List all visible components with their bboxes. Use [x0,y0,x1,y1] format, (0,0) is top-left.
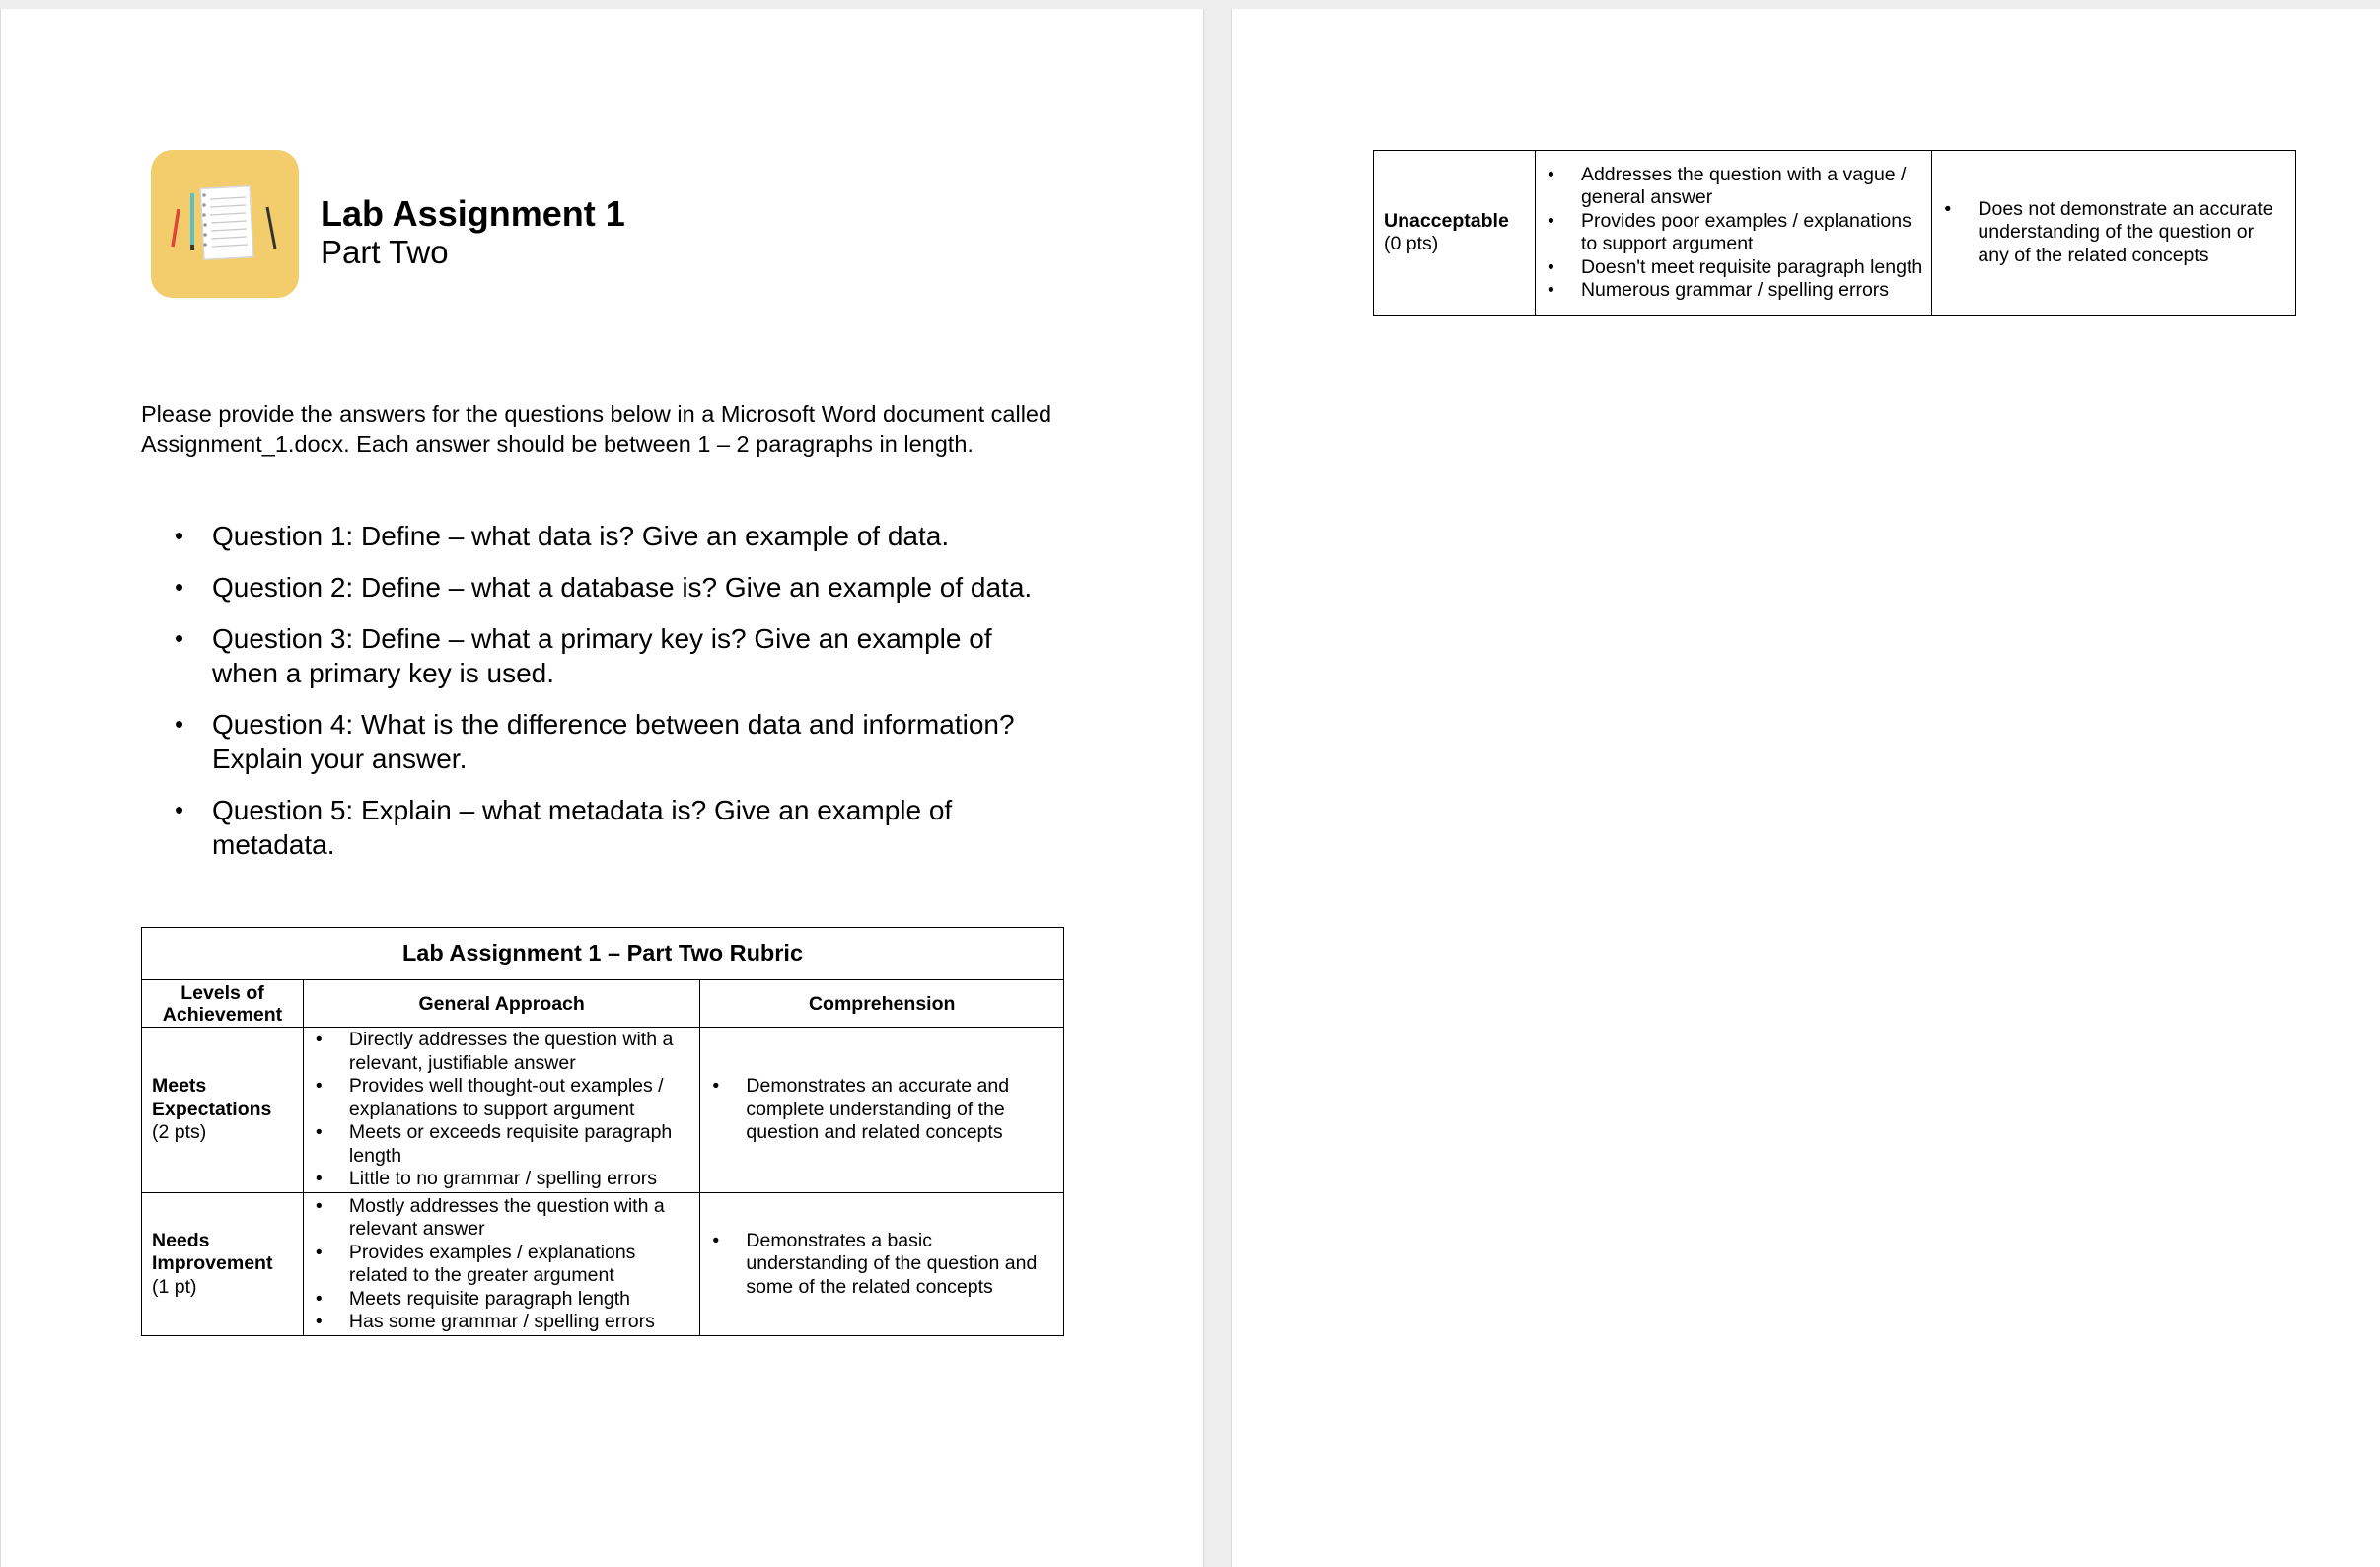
question-list [169,519,1056,879]
criterion-item: • Mostly addresses the question with a relevant answer [304,1195,691,1242]
approach-cell [303,1193,699,1336]
criterion-item: • Doesn't meet requisite paragraph length [1536,256,1923,280]
document-page-2 [1231,9,2380,1567]
comprehension-cell [700,1193,1064,1336]
level-points: (1 pt) [152,1275,197,1298]
comprehension-cell [1932,151,2296,316]
column-header-approach: General Approach [303,980,699,1028]
level-cell [1374,151,1536,316]
question-item: • Question 1: Define – what data is? Give an example of data. [169,519,1056,553]
criterion-item: • Little to no grammar / spelling errors [304,1168,691,1191]
column-header-comprehension: Comprehension [700,980,1064,1028]
question-item: • Question 4: What is the difference between data and information? Explain your answer. [169,707,1056,776]
criterion-item: • Meets requisite paragraph length [304,1288,691,1312]
comprehension-cell [700,1028,1064,1193]
level-name: Meets Expectations [152,1075,272,1120]
approach-cell [1535,151,1931,316]
table-row [1374,151,2296,316]
question-item: • Question 2: Define – what a database is? Give an example of data. [169,570,1056,605]
criterion-item: • Provides examples / explanations related to the greater argument [304,1242,691,1288]
rubric-title: Lab Assignment 1 – Part Two Rubric [142,928,1064,980]
criterion-item: • Demonstrates an accurate and complete understanding of the question and related concepts [700,1075,1055,1145]
criterion-item: • Provides well thought-out examples / explanations to support argument [304,1075,691,1121]
question-item: • Question 3: Define – what a primary key is? Give an example of when a primary key is used. [169,621,1056,690]
document-subtitle: Part Two [321,234,449,270]
rubric-table-continued [1373,150,2296,316]
table-row [142,1028,1064,1193]
criterion-item: • Addresses the question with a vague / general answer [1536,164,1923,210]
table-row [142,1193,1064,1336]
notebook-pencils-icon [151,150,299,298]
instructions-paragraph: Please provide the answers for the questions below in a Microsoft Word document called Assignment_1.docx. Each answer should be between 1 – 2 paragraphs in length. [141,401,1052,457]
column-header-levels: Levels of Achievement [142,980,304,1028]
document-header [321,194,625,271]
level-name: Needs Improvement [152,1229,273,1275]
rubric-table [141,927,1064,1336]
document-page-1 [0,9,1204,1567]
approach-cell [303,1028,699,1193]
criterion-item: • Meets or exceeds requisite paragraph length [304,1121,691,1168]
level-cell [142,1193,304,1336]
criterion-item: • Directly addresses the question with a relevant, justifiable answer [304,1029,691,1075]
criterion-item: • Does not demonstrate an accurate understanding of the question or any of the related concepts [1932,198,2287,268]
level-points: (0 pts) [1384,233,1439,254]
level-cell [142,1028,304,1193]
criterion-item: • Numerous grammar / spelling errors [1536,279,1923,303]
document-title: Lab Assignment 1 [321,193,625,234]
criterion-item: • Demonstrates a basic understanding of the question and some of the related concepts [700,1230,1055,1300]
question-item: • Question 5: Explain – what metadata is? Give an example of metadata. [169,793,1056,862]
level-points: (2 pts) [152,1121,207,1144]
criterion-item: • Has some grammar / spelling errors [304,1311,691,1334]
level-name: Unacceptable [1384,209,1509,232]
criterion-item: • Provides poor examples / explanations to support argument [1536,210,1923,256]
